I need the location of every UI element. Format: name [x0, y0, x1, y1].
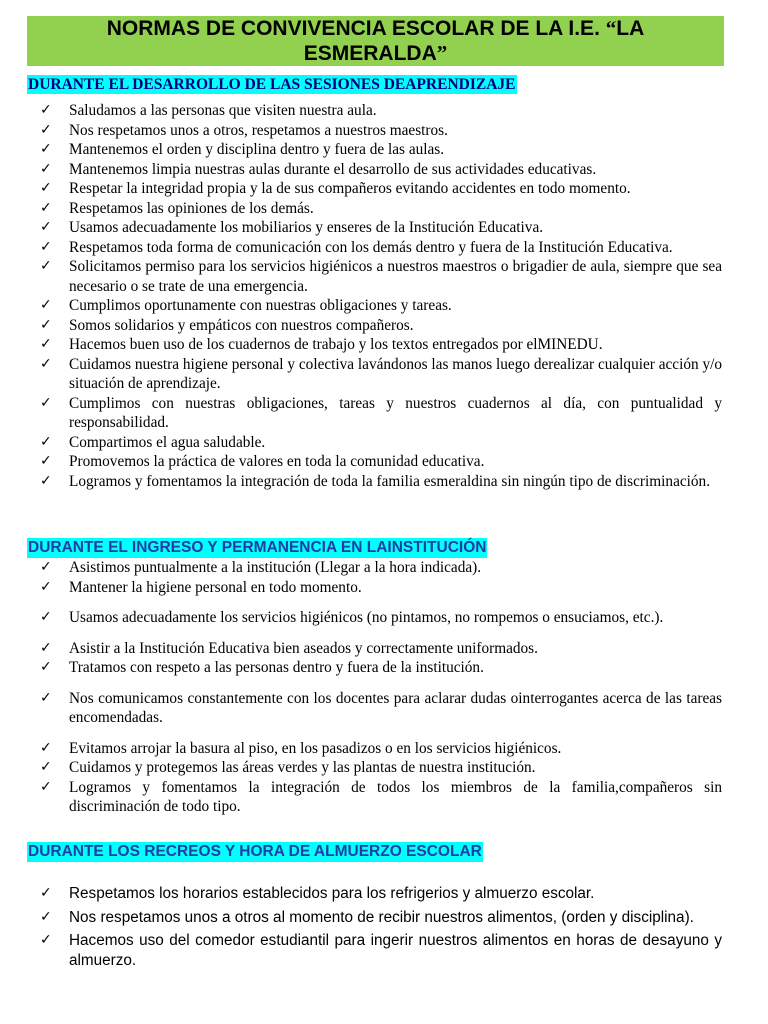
list-item-text: Usamos adecuadamente los mobiliarios y enseres de la Institución Educativa. — [69, 219, 544, 236]
checkmark-icon: ✓ — [40, 932, 52, 948]
list-item — [40, 931, 722, 970]
checkmark-icon: ✓ — [40, 908, 52, 925]
list-item — [40, 758, 722, 778]
list-item-text: Hacemos uso del comedor estudiantil para ingerir nuestros alimentos en horas de desayuno y almuerzo. — [69, 932, 722, 969]
list-item — [40, 355, 722, 394]
list-item — [40, 199, 722, 219]
list-item-text: Promovemos la práctica de valores en toda la comunidad educativa. — [69, 453, 485, 470]
checkmark-icon: ✓ — [40, 336, 52, 352]
checkmark-icon: ✓ — [40, 199, 52, 216]
checkmark-icon: ✓ — [40, 639, 52, 656]
checkmark-icon: ✓ — [40, 472, 52, 489]
list-item-text: Nos respetamos unos a otros al momento de recibir nuestros alimentos, (orden y disciplina). — [69, 908, 694, 926]
list-item — [40, 238, 722, 258]
checkmark-icon: ✓ — [40, 297, 52, 313]
list-item — [40, 179, 722, 199]
list-item — [40, 121, 722, 141]
checkmark-icon: ✓ — [40, 453, 52, 469]
list-item-text: Saludamos a las personas que visiten nuestra aula. — [69, 102, 377, 119]
list-item — [40, 578, 722, 598]
checkmark-icon: ✓ — [40, 121, 52, 138]
checkmark-icon: ✓ — [40, 355, 52, 372]
list-item-text: Usamos adecuadamente los servicios higiénicos (no pintamos, no rompemos o ensuciamos, etc.). — [69, 609, 664, 626]
checkmark-icon: ✓ — [40, 689, 52, 706]
list-item-text: Cumplimos con nuestras obligaciones, tareas y nuestros cuadernos al día, con puntualidad y responsabilidad. — [69, 394, 722, 431]
list-item — [40, 472, 722, 492]
rules-list-sesiones — [40, 101, 722, 491]
list-item-text: Mantenemos limpia nuestras aulas durante el desarrollo de sus actividades educativas. — [69, 160, 597, 178]
list-item — [40, 316, 722, 336]
list-item — [40, 394, 722, 433]
checkmark-icon: ✓ — [40, 316, 52, 333]
checkmark-icon: ✓ — [40, 102, 52, 118]
list-item — [40, 639, 722, 659]
rules-list-recreos — [40, 884, 722, 974]
list-item — [40, 908, 722, 928]
list-item-text: Compartimos el agua saludable. — [69, 433, 266, 451]
list-item-text: Mantener la higiene personal en todo momento. — [69, 578, 362, 596]
list-item — [40, 335, 722, 355]
checkmark-icon: ✓ — [40, 759, 52, 775]
list-item — [40, 296, 722, 316]
checkmark-icon: ✓ — [40, 659, 52, 675]
list-item-text: Respetamos los horarios establecidos para los refrigerios y almuerzo escolar. — [69, 885, 595, 902]
checkmark-icon: ✓ — [40, 160, 52, 177]
list-item-text: Asistimos puntualmente a la institución (Llegar a la hora indicada). — [69, 559, 482, 576]
document-title: NORMAS DE CONVIVENCIA ESCOLAR DE LA I.E. “LA ESMERALDA” — [27, 16, 724, 66]
list-item-text: Logramos y fomentamos la integración de toda la familia esmeraldina sin ningún tipo de discriminación. — [69, 472, 711, 490]
list-item — [40, 689, 722, 728]
list-item-text: Mantenemos el orden y disciplina dentro y fuera de las aulas. — [69, 141, 445, 158]
list-item — [40, 658, 722, 678]
list-item — [40, 218, 722, 238]
checkmark-icon: ✓ — [40, 433, 52, 450]
list-item — [40, 884, 722, 904]
checkmark-icon: ✓ — [40, 180, 52, 196]
checkmark-icon: ✓ — [40, 141, 52, 157]
list-item-text: Nos comunicamos constantemente con los docentes para aclarar dudas ointerrogantes acerca de las tareas encomendadas. — [69, 689, 722, 726]
list-item — [40, 433, 722, 453]
list-item-text: Cuidamos y protegemos las áreas verdes y las plantas de nuestra institución. — [69, 759, 536, 776]
section-heading-ingreso: DURANTE EL INGRESO Y PERMANENCIA EN LAINSTITUCIÓN — [28, 539, 487, 556]
checkmark-icon: ✓ — [40, 219, 52, 235]
checkmark-icon: ✓ — [40, 885, 52, 901]
list-item — [40, 452, 722, 472]
list-item-text: Logramos y fomentamos la integración de todos los miembros de la familia,compañeros sin discriminación de todo tipo. — [69, 778, 722, 815]
checkmark-icon: ✓ — [40, 559, 52, 575]
list-item-text: Hacemos buen uso de los cuadernos de trabajo y los textos entregados por elMINEDU. — [69, 336, 603, 353]
list-item-text: Respetamos toda forma de comunicación con los demás dentro y fuera de la Institución Educativa. — [69, 238, 673, 256]
checkmark-icon: ✓ — [40, 394, 52, 411]
list-item-text: Respetar la integridad propia y la de sus compañeros evitando accidentes en todo momento. — [69, 180, 631, 197]
checkmark-icon: ✓ — [40, 609, 52, 625]
rules-list-ingreso — [40, 558, 722, 817]
checkmark-icon: ✓ — [40, 258, 52, 274]
list-item-text: Nos respetamos unos a otros, respetamos a nuestros maestros. — [69, 121, 448, 139]
list-item — [40, 257, 722, 296]
list-item — [40, 608, 722, 628]
list-item-text: Somos solidarios y empáticos con nuestros compañeros. — [69, 316, 414, 334]
section-heading-recreos: DURANTE LOS RECREOS Y HORA DE ALMUERZO ESCOLAR — [28, 843, 482, 860]
list-item-text: Evitamos arrojar la basura al piso, en los pasadizos o en los servicios higiénicos. — [69, 739, 562, 757]
list-item — [40, 140, 722, 160]
list-item — [40, 101, 722, 121]
checkmark-icon: ✓ — [40, 739, 52, 756]
list-item-text: Asistir a la Institución Educativa bien aseados y correctamente uniformados. — [69, 639, 538, 657]
checkmark-icon: ✓ — [40, 778, 52, 795]
list-item — [40, 558, 722, 578]
list-item — [40, 778, 722, 817]
list-item-text: Solicitamos permiso para los servicios higiénicos a nuestros maestros o brigadier de aula, siempre que sea necesario o se trate de una emergencia. — [69, 258, 722, 295]
list-item-text: Cumplimos oportunamente con nuestras obligaciones y tareas. — [69, 297, 452, 314]
section-heading-sesiones: DURANTE EL DESARROLLO DE LAS SESIONES DEAPRENDIZAJE — [28, 76, 516, 93]
checkmark-icon: ✓ — [40, 238, 52, 255]
list-item-text: Tratamos con respeto a las personas dentro y fuera de la institución. — [69, 659, 484, 676]
list-item — [40, 160, 722, 180]
list-item-text: Cuidamos nuestra higiene personal y colectiva lavándonos las manos luego derealizar cualquier acción y/o situación de aprendizaje. — [69, 355, 722, 392]
list-item-text: Respetamos las opiniones de los demás. — [69, 199, 314, 217]
list-item — [40, 739, 722, 759]
checkmark-icon: ✓ — [40, 578, 52, 595]
